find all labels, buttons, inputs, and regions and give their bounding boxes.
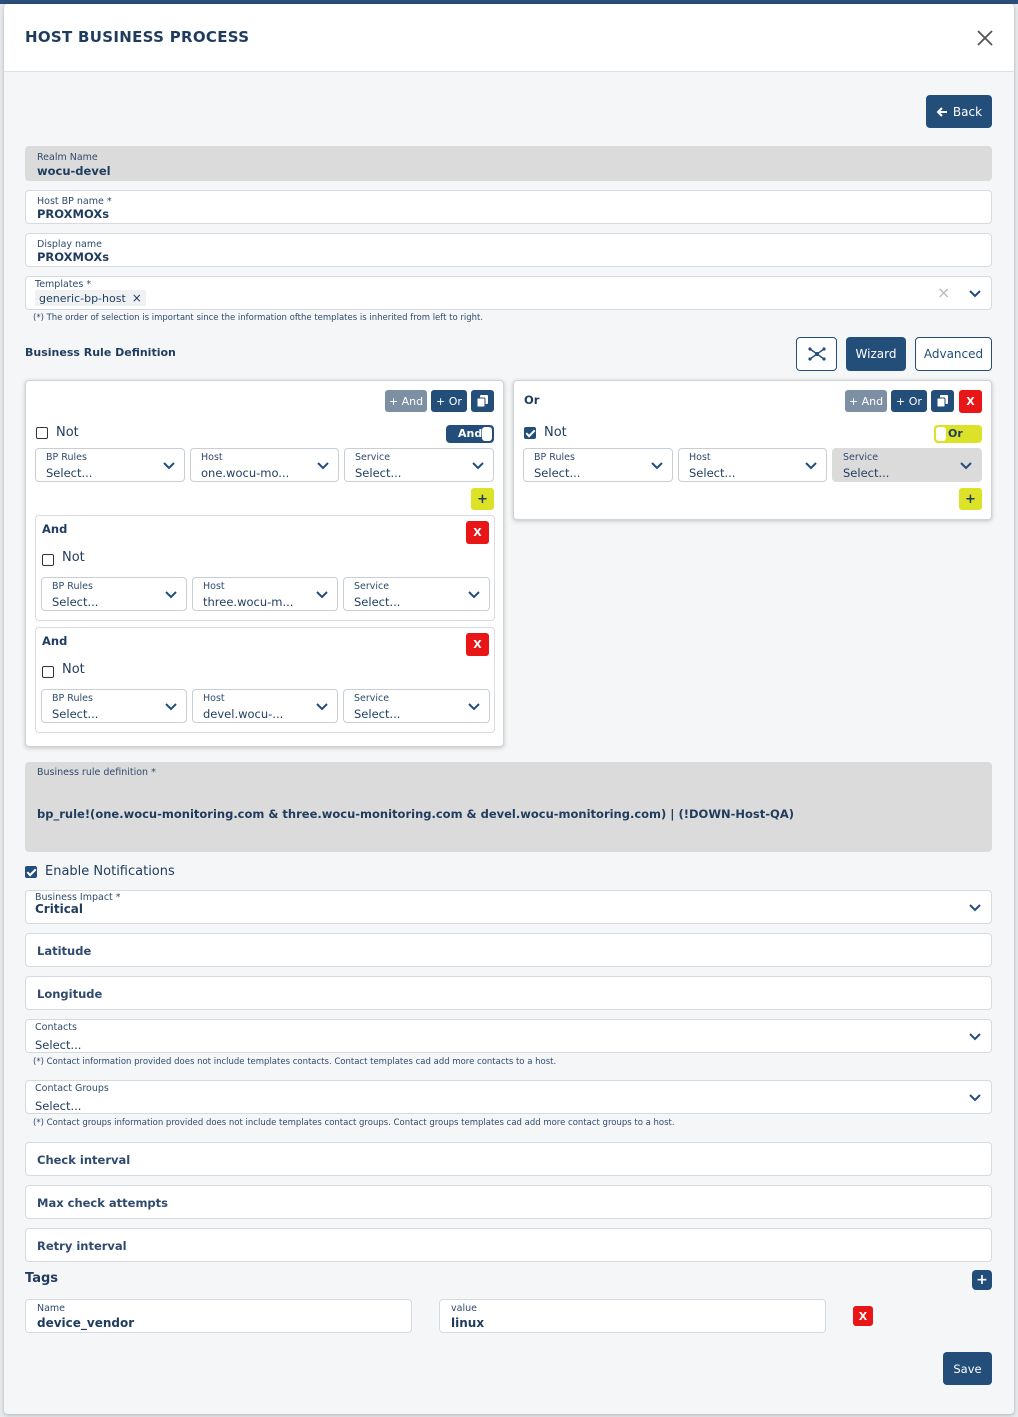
contacts-label: Contacts xyxy=(35,1022,77,1033)
business-rule-definition-label: Business rule definition * xyxy=(37,767,156,778)
wizard-button[interactable]: Wizard xyxy=(846,337,906,371)
remove-tag-button[interactable]: X xyxy=(853,1306,873,1326)
service-select[interactable] xyxy=(343,577,490,611)
max-check-attempts-field[interactable] xyxy=(25,1185,992,1219)
service-label: Service xyxy=(354,581,390,592)
contacts-value: Select... xyxy=(35,1038,82,1052)
not-checkbox[interactable] xyxy=(42,666,54,678)
tag-name-value: device_vendor xyxy=(37,1316,135,1330)
templates-label: Templates * xyxy=(35,279,92,290)
copy-button[interactable] xyxy=(471,390,494,412)
host-bp-name-value: PROXMOXs xyxy=(37,207,110,221)
service-select[interactable] xyxy=(344,448,494,482)
add-and-button[interactable]: + And xyxy=(385,390,427,412)
clear-icon[interactable]: × xyxy=(937,283,951,302)
tags-title: Tags xyxy=(25,1271,59,1286)
bp-rules-value: Select... xyxy=(52,595,99,609)
chevron-down-icon xyxy=(969,1094,981,1102)
host-bp-name-field[interactable] xyxy=(25,190,992,224)
rule-panel-or xyxy=(513,380,992,520)
host-select[interactable] xyxy=(190,448,339,482)
check-interval-placeholder: Check interval xyxy=(37,1153,131,1167)
bp-rules-select[interactable] xyxy=(41,577,187,611)
modal-title: HOST BUSINESS PROCESS xyxy=(25,28,250,46)
chevron-down-icon xyxy=(468,591,480,599)
add-rule-button[interactable]: + xyxy=(471,488,494,510)
remove-group-button[interactable]: X xyxy=(466,521,489,544)
tag-value-field[interactable] xyxy=(439,1299,826,1333)
chevron-down-icon xyxy=(316,703,328,711)
panel-title: Or xyxy=(524,393,540,407)
chevron-down-icon xyxy=(960,462,972,470)
host-bp-modal xyxy=(4,4,1014,1414)
add-tag-button[interactable]: + xyxy=(972,1270,992,1290)
and-group xyxy=(35,515,495,621)
back-button[interactable] xyxy=(926,95,992,128)
chevron-down-icon xyxy=(163,462,175,470)
not-checkbox[interactable] xyxy=(42,554,54,566)
host-value: Select... xyxy=(689,466,736,480)
host-value: one.wocu-mo... xyxy=(201,466,290,480)
chevron-down-icon xyxy=(317,462,329,470)
latitude-field[interactable] xyxy=(25,933,992,967)
bp-rules-label: BP Rules xyxy=(52,581,93,592)
host-value: three.wocu-m... xyxy=(203,595,294,609)
back-label: Back xyxy=(952,104,983,119)
display-name-field[interactable] xyxy=(25,233,992,267)
host-value: devel.wocu-... xyxy=(203,707,284,721)
chevron-down-icon xyxy=(969,1033,981,1041)
max-check-attempts-placeholder: Max check attempts xyxy=(37,1196,169,1210)
service-value: Select... xyxy=(843,466,890,480)
service-value: Select... xyxy=(354,707,401,721)
latitude-placeholder: Latitude xyxy=(37,944,92,958)
tag-name-label: Name xyxy=(37,1303,66,1314)
service-label: Service xyxy=(355,452,391,463)
tag-name-field[interactable] xyxy=(25,1299,412,1333)
host-label: Host xyxy=(201,452,223,463)
bp-rules-select[interactable] xyxy=(523,448,673,482)
business-rule-definition-field xyxy=(25,762,992,852)
enable-notifications-checkbox[interactable] xyxy=(25,866,37,878)
and-group xyxy=(35,627,495,733)
not-checkbox[interactable] xyxy=(524,427,536,439)
not-label: Not xyxy=(62,662,85,677)
not-checkbox[interactable] xyxy=(36,427,48,439)
chevron-down-icon xyxy=(805,462,817,470)
bp-rules-label: BP Rules xyxy=(534,452,575,463)
longitude-field[interactable] xyxy=(25,976,992,1010)
business-impact-label: Business Impact * xyxy=(35,892,121,903)
service-value: Select... xyxy=(355,466,402,480)
host-select[interactable] xyxy=(192,577,338,611)
chevron-down-icon xyxy=(165,703,177,711)
retry-interval-field[interactable] xyxy=(25,1228,992,1262)
contact-groups-label: Contact Groups xyxy=(35,1083,109,1094)
chevron-down-icon xyxy=(165,591,177,599)
bp-rules-label: BP Rules xyxy=(46,452,87,463)
retry-interval-placeholder: Retry interval xyxy=(37,1239,127,1253)
not-label: Not xyxy=(544,425,567,440)
host-label: Host xyxy=(203,581,225,592)
chevron-down-icon xyxy=(468,703,480,711)
business-impact-select[interactable] xyxy=(25,890,992,924)
bp-rules-select[interactable] xyxy=(41,689,187,723)
toggle-label: And xyxy=(458,427,483,440)
check-interval-field[interactable] xyxy=(25,1142,992,1176)
group-title: And xyxy=(42,522,68,536)
display-name-value: PROXMOXs xyxy=(37,250,110,264)
remove-panel-button[interactable]: X xyxy=(959,390,982,413)
graph-view-button[interactable] xyxy=(796,337,837,371)
and-or-toggle[interactable] xyxy=(934,425,982,443)
display-name-label: Display name xyxy=(37,239,102,250)
host-select[interactable] xyxy=(192,689,338,723)
add-and-button[interactable]: + And xyxy=(845,390,887,412)
toggle-knob xyxy=(482,427,492,441)
tag-value-label: value xyxy=(451,1303,477,1314)
chevron-down-icon xyxy=(969,904,981,912)
contact-groups-value: Select... xyxy=(35,1099,82,1113)
template-chip-label: generic-bp-host xyxy=(39,291,126,305)
chevron-down-icon[interactable] xyxy=(969,290,981,298)
close-icon[interactable] xyxy=(973,26,997,50)
contact-groups-note: (*) Contact groups information provided does not include templates contact groups. Contact groups templates cad add more contact groups to a host. xyxy=(33,1118,675,1128)
service-value: Select... xyxy=(354,595,401,609)
host-bp-name-label: Host BP name * xyxy=(37,196,112,207)
contact-groups-select[interactable] xyxy=(25,1080,992,1114)
chip-remove-icon[interactable]: × xyxy=(131,291,142,305)
realm-name-label: Realm Name xyxy=(37,152,98,163)
contacts-select[interactable] xyxy=(25,1019,992,1053)
add-or-button[interactable]: + Or xyxy=(431,390,467,412)
toggle-knob xyxy=(936,427,946,441)
copy-button[interactable] xyxy=(931,390,954,412)
modal-header xyxy=(4,4,1014,72)
chevron-down-icon xyxy=(472,462,484,470)
copy-icon xyxy=(937,395,948,407)
longitude-placeholder: Longitude xyxy=(37,987,103,1001)
bp-rules-value: Select... xyxy=(46,466,93,480)
host-label: Host xyxy=(689,452,711,463)
service-select[interactable] xyxy=(832,448,982,482)
brd-title: Business Rule Definition xyxy=(25,346,176,359)
not-label: Not xyxy=(56,425,79,440)
network-icon xyxy=(807,346,827,362)
bp-rules-value: Select... xyxy=(534,466,581,480)
tag-value-value: linux xyxy=(451,1316,485,1330)
host-label: Host xyxy=(203,693,225,704)
host-select[interactable] xyxy=(678,448,827,482)
not-label: Not xyxy=(62,550,85,565)
save-button[interactable]: Save xyxy=(943,1352,992,1385)
service-label: Service xyxy=(354,693,390,704)
advanced-button[interactable]: Advanced xyxy=(915,337,992,371)
templates-select[interactable] xyxy=(25,276,992,310)
bp-rules-value: Select... xyxy=(52,707,99,721)
rule-panel-and xyxy=(25,380,504,747)
service-label: Service xyxy=(843,452,879,463)
toggle-label: Or xyxy=(948,427,963,440)
and-or-toggle[interactable] xyxy=(446,425,494,443)
realm-name-value: wocu-devel xyxy=(37,164,111,178)
remove-group-button[interactable]: X xyxy=(466,633,489,656)
service-select[interactable] xyxy=(343,689,490,723)
business-impact-value: Critical xyxy=(35,902,84,916)
chevron-down-icon xyxy=(651,462,663,470)
template-chip xyxy=(35,290,146,306)
copy-icon xyxy=(477,395,488,407)
group-title: And xyxy=(42,634,68,648)
chevron-down-icon xyxy=(316,591,328,599)
business-rule-definition-value: bp_rule!(one.wocu-monitoring.com & three.wocu-monitoring.com & devel.wocu-monitoring.com) | (!DOWN-Host-QA) xyxy=(37,807,794,821)
bp-rules-select[interactable] xyxy=(35,448,185,482)
add-or-button[interactable]: + Or xyxy=(891,390,927,412)
templates-note: (*) The order of selection is important since the information ofthe templates is inherited from left to right. xyxy=(33,313,484,323)
arrow-left-icon xyxy=(936,106,948,118)
realm-name-field xyxy=(25,146,992,181)
add-rule-button[interactable]: + xyxy=(959,488,982,510)
contacts-note: (*) Contact information provided does not include templates contacts. Contact templates cad add more contacts to a host. xyxy=(33,1057,557,1067)
enable-notifications-label: Enable Notifications xyxy=(45,864,175,879)
bp-rules-label: BP Rules xyxy=(52,693,93,704)
